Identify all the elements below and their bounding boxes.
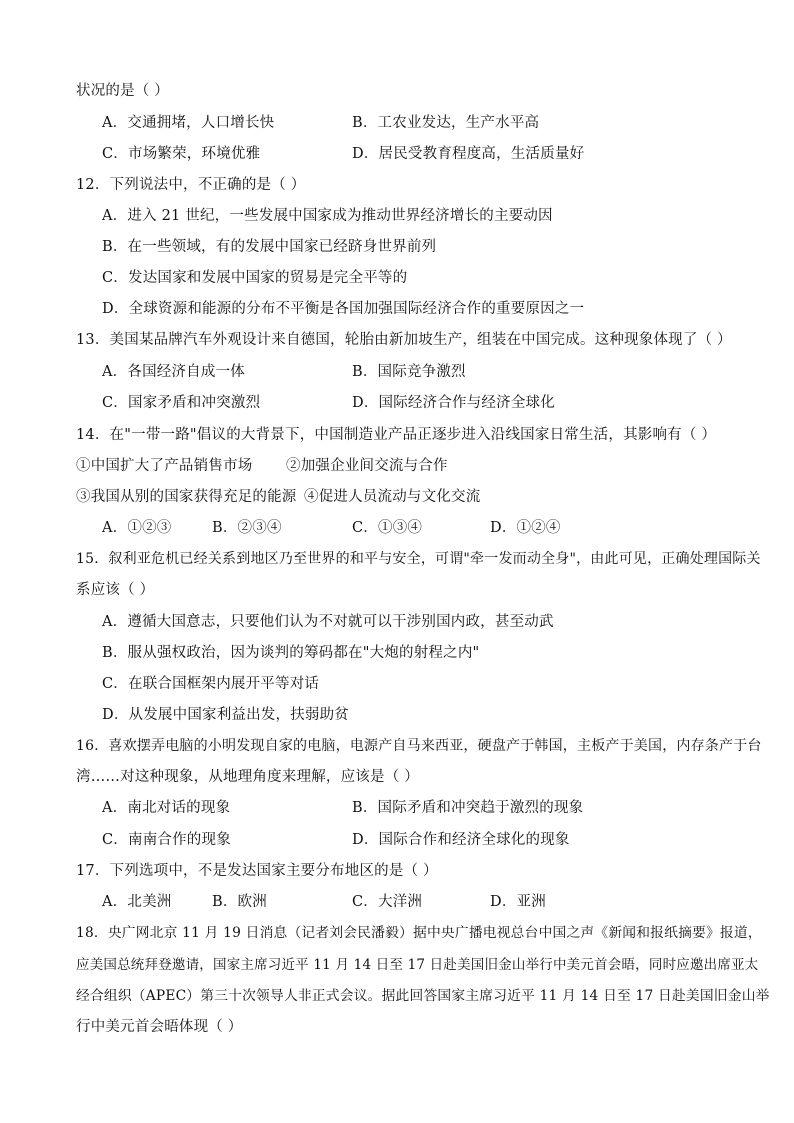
q15-option-a: A．遵循大国意志，只要他们认为不对就可以干涉别国内政，甚至动武 — [102, 614, 554, 630]
q13-stem: 13．美国某品牌汽车外观设计来自德国，轮胎由新加坡生产，组装在中国完成。这种现象体现了（ ） — [76, 332, 732, 348]
q15-stem-line2: 系应该（ ） — [76, 582, 155, 598]
q14-statement-3: ③我国从别的国家获得充足的能源 — [76, 489, 297, 505]
q13-option-a: A．各国经济自成一体 — [102, 364, 245, 380]
q14-option-c: C．①③④ — [352, 520, 423, 536]
q17-option-a: A．北美洲 — [102, 894, 172, 910]
q18-stem-line1: 18．央广网北京 11 月 19 日消息（记者刘会民潘毅）据中央广播电视总台中国之声《新闻和报纸摘要》报道， — [76, 925, 762, 941]
q16-option-c: C．南南合作的现象 — [102, 832, 231, 848]
q18-stem-line2: 应美国总统拜登邀请，国家主席习近平 11 月 14 日至 17 日赴美国旧金山举行中美元首会晤，同时应邀出席亚太 — [76, 957, 759, 973]
q17-stem: 17．下列选项中，不是发达国家主要分布地区的是（ ） — [76, 863, 438, 879]
q18-stem-line4: 行中美元首会晤体现（ ） — [76, 1019, 243, 1035]
q14-option-d: D．①②④ — [490, 520, 561, 536]
q14-statement-1: ①中国扩大了产品销售市场 — [76, 458, 253, 474]
q14-option-b: B．②③④ — [212, 520, 282, 536]
q11-stem-continuation: 状况的是（ ） — [76, 83, 170, 99]
q13-option-b: B．国际竞争激烈 — [352, 364, 466, 380]
q11-option-a: A．交通拥堵，人口增长快 — [102, 115, 275, 131]
q13-option-c: C．国家矛盾和冲突激烈 — [102, 395, 261, 411]
q15-option-d: D．从发展中国家利益出发，扶弱助贫 — [102, 707, 350, 723]
q14-statement-4: ④促进人员流动与文化交流 — [304, 489, 481, 505]
q16-option-d: D．国际合作和经济全球化的现象 — [352, 832, 570, 848]
q18-stem-line3: 经合组织（APEC）第三十次领导人非正式会议。据此回答国家主席习近平 11 月 14 日至 17 日赴美国旧金山举 — [76, 988, 770, 1004]
q11-option-d: D．居民受教育程度高，生活质量好 — [352, 146, 585, 162]
q12-option-a: A．进入 21 世纪，一些发展中国家成为推动世界经济增长的主要动因 — [102, 208, 553, 224]
q14-stem: 14．在"一带一路"倡议的大背景下，中国制造业产品正逐步进入沿线国家日常生活，其影响有（ ） — [76, 427, 717, 443]
q17-option-d: D．亚洲 — [490, 894, 546, 910]
q15-option-c: C．在联合国框架内展开平等对话 — [102, 676, 320, 692]
q16-stem-line1: 16．喜欢摆弄电脑的小明发现自家的电脑，电源产自马来西亚，硬盘产于韩国，主板产于美国，内存条产于台 — [76, 738, 762, 754]
q12-option-b: B．在一些领域，有的发展中国家已经跻身世界前列 — [102, 239, 437, 255]
q15-stem-line1: 15．叙利亚危机已经关系到地区乃至世界的和平与安全，可谓"牵一发而动全身"，由此可见，正确处理国际关 — [76, 551, 761, 567]
q17-option-c: C．大洋洲 — [352, 894, 423, 910]
q16-option-b: B．国际矛盾和冲突趋于激烈的现象 — [352, 800, 584, 816]
q11-option-c: C．市场繁荣，环境优雅 — [102, 146, 261, 162]
q16-option-a: A．南北对话的现象 — [102, 800, 231, 816]
q12-stem: 12．下列说法中，不正确的是（ ） — [76, 177, 306, 193]
q14-statement-2: ②加强企业间交流与合作 — [286, 458, 448, 474]
q17-option-b: B．欧洲 — [212, 894, 267, 910]
q12-option-c: C．发达国家和发展中国家的贸易是完全平等的 — [102, 270, 408, 286]
q14-option-a: A．①②③ — [102, 520, 172, 536]
q16-stem-line2: 湾……对这种现象，从地理角度来理解，应该是（ ） — [76, 769, 419, 785]
q12-option-d: D．全球资源和能源的分布不平衡是各国加强国际经济合作的重要原因之一 — [102, 301, 585, 317]
q13-option-d: D．国际经济合作与经济全球化 — [352, 395, 555, 411]
q15-option-b: B．服从强权政治，因为谈判的筹码都在"大炮的射程之内" — [102, 645, 480, 661]
q11-option-b: B．工农业发达，生产水平高 — [352, 115, 540, 131]
